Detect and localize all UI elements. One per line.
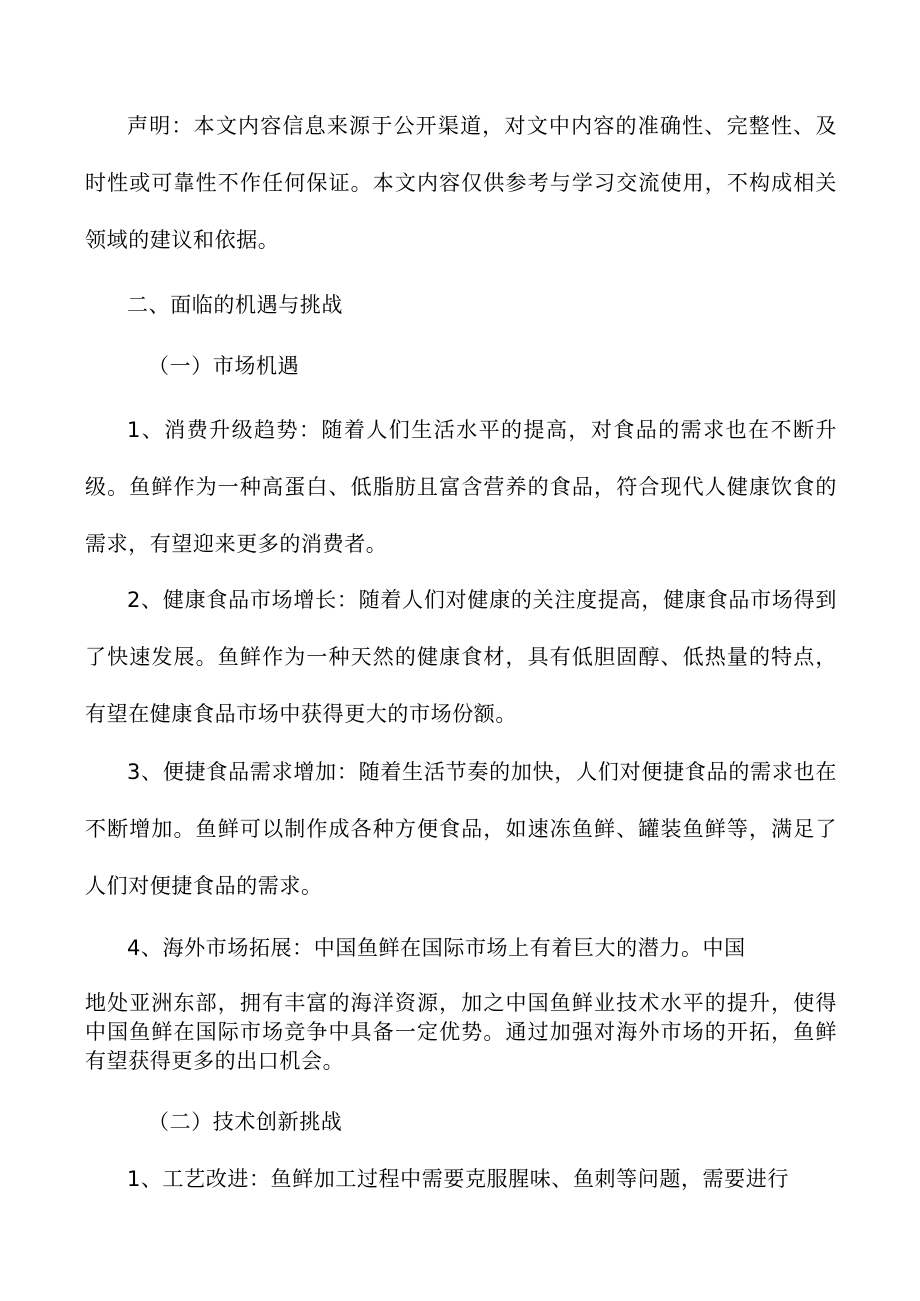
subsection-title-tech-innovation: （二）技术创新挑战 [148, 1110, 343, 1134]
paragraph-process-improvement: 1、工艺改进：鱼鲜加工过程中需要克服腥味、鱼刺等问题，需要进行 [127, 1167, 789, 1191]
paragraph-overseas-market-first-line: 4、海外市场拓展：中国鱼鲜在国际市场上有着巨大的潜力。中国 [127, 936, 746, 960]
disclaimer-paragraph: 声明：本文内容信息来源于公开渠道，对文中内容的准确性、完整性、及时性或可靠性不作任何保证。本文内容仅供参考与学习交流使用，不构成相关领域的建议和依据。 [85, 114, 837, 252]
subsection-title-market-opportunities: （一）市场机遇 [148, 354, 300, 378]
paragraph-overseas-market-rest: 地处亚洲东部，拥有丰富的海洋资源，加之中国鱼鲜业技术水平的提升，使得中国鱼鲜在国际市场竞争中具备一定优势。通过加强对海外市场的开拓，鱼鲜有望获得更多的出口机会。 [85, 991, 837, 1073]
section-title: 二、面临的机遇与挑战 [127, 293, 343, 317]
paragraph-consumption-upgrade: 1、消费升级趋势：随着人们生活水平的提高，对食品的需求也在不断升级。鱼鲜作为一种高蛋白、低脂肪且富含营养的食品，符合现代人健康饮食的需求，有望迎来更多的消费者。 [85, 418, 837, 556]
paragraph-health-food-market: 2、健康食品市场增长：随着人们对健康的关注度提高，健康食品市场得到了快速发展。鱼鲜作为一种天然的健康食材，具有低胆固醇、低热量的特点，有望在健康食品市场中获得更大的市场份额。 [85, 588, 837, 726]
paragraph-convenience-food: 3、便捷食品需求增加：随着生活节奏的加快，人们对便捷食品的需求也在不断增加。鱼鲜可以制作成各种方便食品，如速冻鱼鲜、罐装鱼鲜等，满足了人们对便捷食品的需求。 [85, 760, 837, 898]
